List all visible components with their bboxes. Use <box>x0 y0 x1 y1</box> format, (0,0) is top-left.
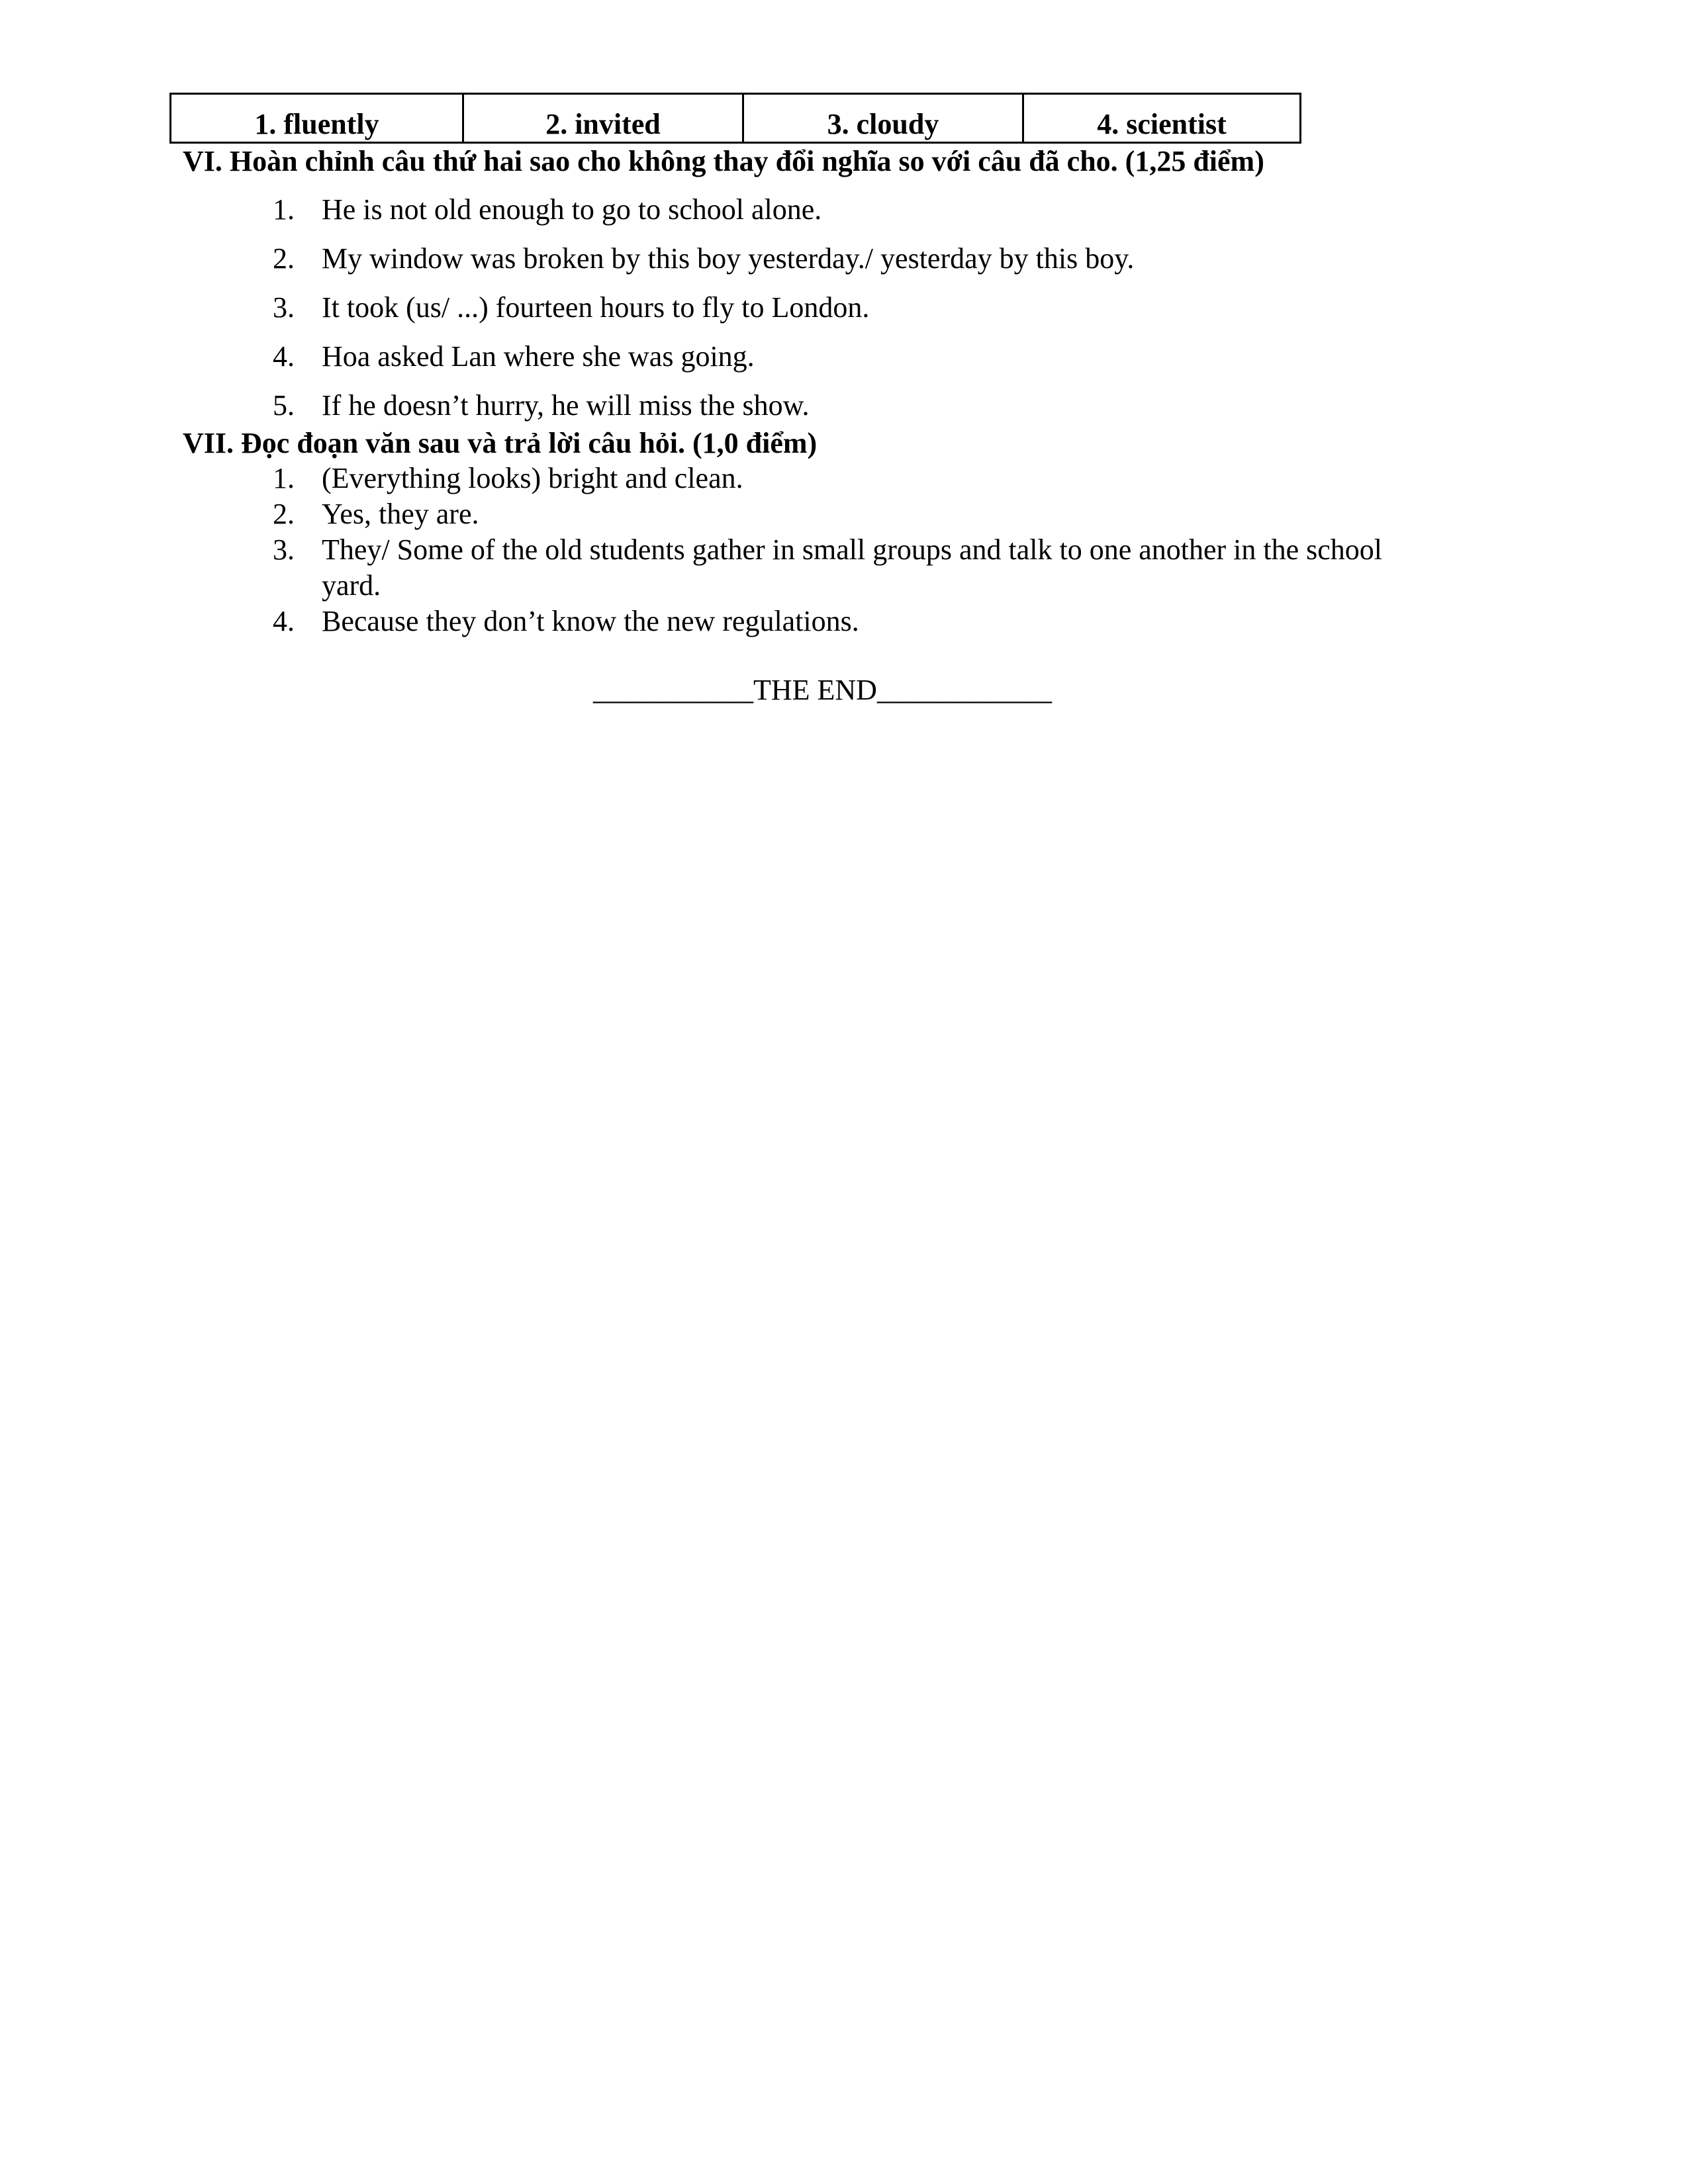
list-text: yard. <box>322 569 381 602</box>
list-number: 4. <box>273 605 295 637</box>
list-text: Because they don’t know the new regulations. <box>322 605 859 637</box>
list-text: It took (us/ ...) fourteen hours to fly to London. <box>322 291 870 324</box>
answer-cell-1: 1. fluently <box>171 95 464 143</box>
list-text: They/ Some of the old students gather in small groups and talk to one another in the school <box>322 533 1383 566</box>
list-number: 1. <box>273 462 295 494</box>
answer-cell-4: 4. scientist <box>1097 108 1227 140</box>
list-text: (Everything looks) bright and clean. <box>322 462 743 494</box>
list-text: My window was broken by this boy yesterday./ yesterday by this boy. <box>322 242 1135 275</box>
list-text: If he doesn’t hurry, he will miss the show. <box>322 389 810 422</box>
the-end-footer: ___________THE END____________ <box>593 674 1052 706</box>
list-text: Hoa asked Lan where she was going. <box>322 340 755 373</box>
list-number: 3. <box>273 291 295 324</box>
list-number: 4. <box>273 340 295 373</box>
list-number: 5. <box>273 389 295 422</box>
list-number: 3. <box>273 533 295 566</box>
list-text: Yes, they are. <box>322 498 479 530</box>
section-vi-heading: VI. Hoàn chỉnh câu thứ hai sao cho không thay đổi nghĩa so với câu đã cho. (1,25 điểm) <box>183 145 1264 177</box>
answer-key-table <box>169 93 1301 143</box>
answer-cell-3: 3. cloudy <box>744 95 1024 143</box>
list-number: 2. <box>273 242 295 275</box>
answer-cell-2: 2. invited <box>464 95 744 143</box>
list-number: 1. <box>273 193 295 226</box>
list-number: 2. <box>273 498 295 530</box>
list-text: He is not old enough to go to school alone. <box>322 193 822 226</box>
section-vii-heading: VII. Đọc đoạn văn sau và trả lời câu hỏi. (1,0 điểm) <box>183 427 818 459</box>
table-bottom-border <box>169 142 1301 144</box>
